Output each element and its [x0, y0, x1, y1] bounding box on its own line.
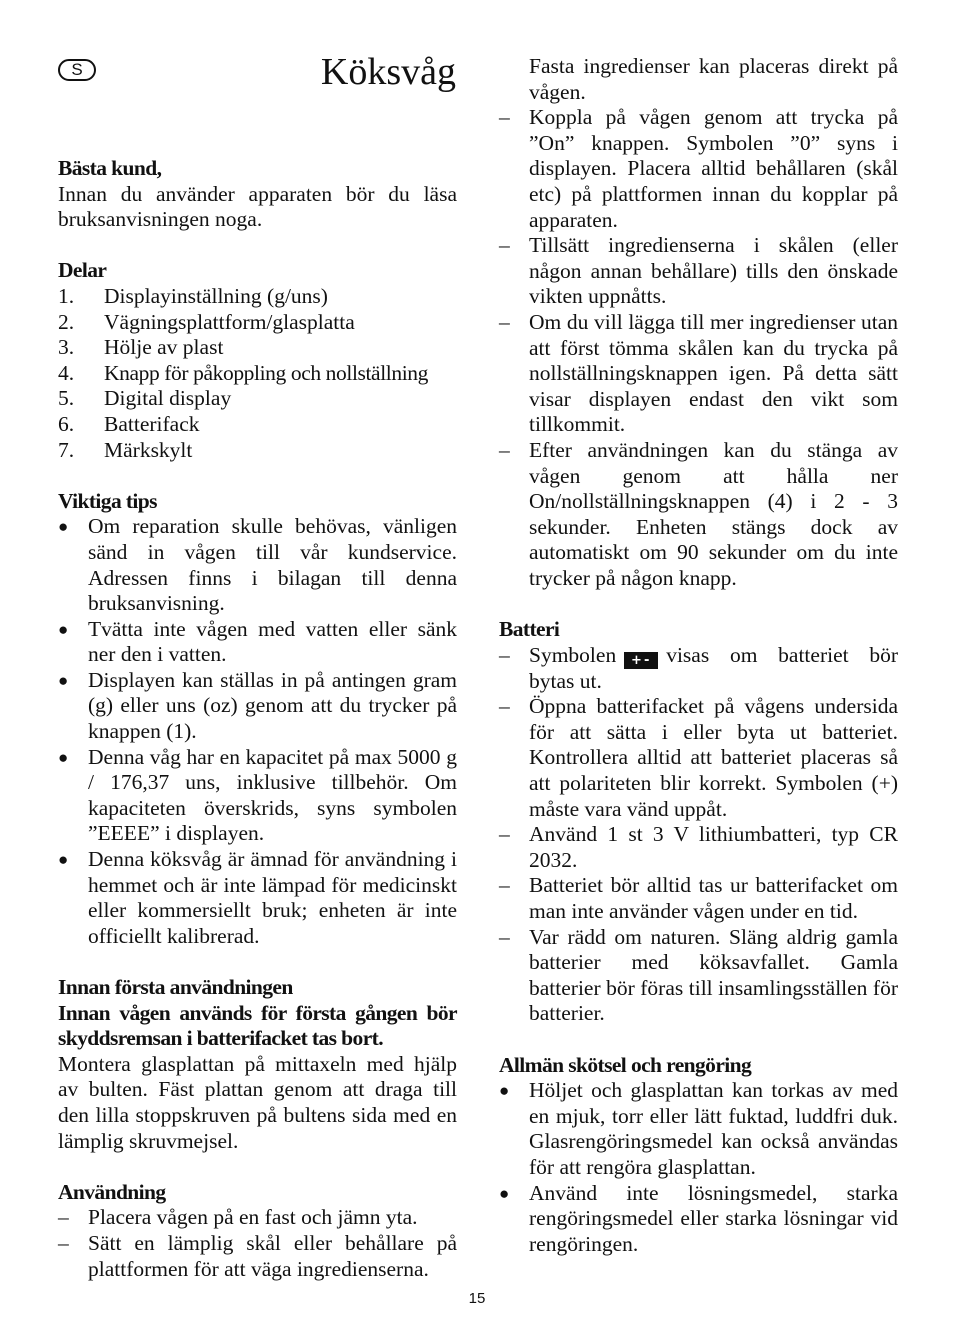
list-item: 2. Vägningsplattform/glasplatta	[58, 309, 355, 334]
usage-heading: Användning	[58, 1179, 166, 1204]
dash-marker: –	[499, 437, 510, 462]
list-item: Fasta ingredienser kan placeras direkt på vågen.	[529, 54, 898, 104]
bullet-icon: ●	[58, 670, 69, 690]
parts-heading: Delar	[58, 258, 107, 283]
list-item: ● Displayen kan ställas in på antingen gram (g) eller uns (oz) genom att du trycker på knappen (1).	[58, 667, 457, 744]
language-badge: S	[58, 59, 96, 81]
list-item: – Använd 1 st 3 V lithiumbatteri, typ CR 2032.	[499, 822, 898, 872]
list-item: – Tillsätt ingredienserna i skålen (eller någon annan behållare) tills den önskade vikten uppnåtts.	[499, 233, 898, 309]
left-column	[58, 156, 457, 1282]
list-item: – Öppna batterifacket på vågens undersida för att sätta i eller byta ut batteriet. Kontrollera alltid att batteriet placeras så att polariteten blir korrekt. Symbolen (+) måste vara vänd uppåt.	[499, 694, 898, 821]
tips-list	[58, 514, 457, 949]
list-item: – Efter användningen kan du stänga av vågen genom att hålla ner On/nollställningsknappen (4) i 2 - 3 sekunder. Enheten stängs dock av automatiskt om 90 sekunder om du inte trycker på någon knapp.	[499, 437, 898, 590]
dash-marker: –	[499, 822, 510, 847]
dash-marker: –	[58, 1205, 69, 1230]
list-item: – Om du vill lägga till mer ingredienser utan att först tömma skålen kan du trycka på nollställningsknappen igen. På detta sätt visar displayen endast den vikt som tillkommit.	[499, 309, 898, 437]
first-use-heading: Innan första användningen	[58, 975, 293, 999]
dash-marker: –	[499, 642, 510, 667]
dash-marker: –	[499, 105, 510, 130]
usage-list	[58, 1205, 457, 1282]
list-item: – Sätt en lämplig skål eller behållare på plattformen för att väga ingredienserna.	[58, 1230, 457, 1281]
bullet-icon: ●	[499, 1081, 510, 1101]
list-item: – Symbolen +- visas om batteriet bör bytas ut.	[499, 642, 898, 693]
dash-marker: –	[58, 1230, 69, 1255]
list-item: ● Denna våg har en kapacitet på max 5000 g / 176,37 uns, inklusive tillbehör. Om kapaciteten överskrids, syns symbolen ”EEEE” i displayen.	[58, 744, 457, 846]
greeting-heading: Bästa kund,	[58, 156, 162, 180]
care-heading: Allmän skötsel och rengöring	[499, 1052, 752, 1077]
list-item: 6. Batterifack	[58, 411, 200, 436]
care-list	[499, 1078, 898, 1257]
parts-list	[58, 284, 457, 463]
bullet-icon: ●	[58, 850, 69, 870]
list-item: ● Denna köksvåg är ämnad för användning i hemmet och är inte lämpad för medicinskt eller kommersiellt bruk; enheten är inte officiellt kalibrerad.	[58, 847, 457, 948]
bullet-icon: ●	[499, 1183, 510, 1203]
battery-heading: Batteri	[499, 617, 560, 642]
list-item: ● Om reparation skulle behövas, vänligen sänd in vågen till vår kundservice. Adressen finns i bilagan till denna bruksanvisning.	[58, 514, 457, 616]
list-item: 7. Märkskylt	[58, 437, 193, 462]
list-item: 3. Hölje av plast	[58, 335, 224, 360]
list-item: 1. Displayinställning (g/uns)	[58, 283, 328, 308]
list-item: – Placera vågen på en fast och jämn yta.	[58, 1205, 418, 1230]
dash-marker: –	[499, 873, 510, 898]
dash-marker: –	[499, 924, 510, 949]
bullet-icon: ●	[58, 747, 69, 767]
greeting-text: Innan du använder apparaten bör du läsa bruksanvisningen noga.	[58, 181, 457, 232]
page-number: 15	[468, 1290, 486, 1307]
usage-list-continued	[499, 54, 898, 591]
bullet-icon: ●	[58, 619, 69, 639]
battery-list	[499, 643, 898, 1027]
list-item: ● Tvätta inte vågen med vatten eller sänk ner den i vatten.	[58, 616, 457, 667]
tips-heading: Viktiga tips	[58, 488, 157, 513]
list-item: 5. Digital display	[58, 386, 232, 411]
list-item: 4. Knapp för påkoppling och nollställning	[58, 360, 428, 385]
page-title: Köksvåg	[320, 51, 456, 93]
list-item: – Var rädd om naturen. Släng aldrig gamla batterier med köksavfallet. Gamla batterier bör föras till insamlingsställen för batterier.	[499, 924, 898, 1026]
right-column	[499, 54, 898, 1257]
list-item: ● Använd inte lösningsmedel, starka rengöringsmedel eller starka lösningar vid rengöringen.	[499, 1180, 898, 1256]
list-item: – Batteriet bör alltid tas ur batterifacket om man inte använder vågen under en tid.	[499, 873, 898, 923]
bullet-icon: ●	[58, 517, 69, 537]
first-use-warning: Innan vågen används för första gången bör skyddsremsan i batterifacket tas bort.	[58, 1000, 457, 1051]
dash-marker: –	[499, 309, 510, 334]
battery-icon: +-	[624, 652, 658, 669]
first-use-text: Montera glasplattan på mittaxeln med hjälp av bulten. Fäst plattan genom att draga till den lilla stoppskruven på bultens sida med en lämplig skruvmejsel.	[58, 1051, 457, 1153]
list-item: – Koppla på vågen genom att trycka på ”On” knappen. Symbolen ”0” syns i displayen. Placera alltid behållaren (skål etc) på plattformen innan du kopplar på apparaten.	[499, 105, 898, 232]
dash-marker: –	[499, 694, 510, 719]
list-item: ● Höljet och glasplattan kan torkas av med en mjuk, torr eller lätt fuktad, luddfri duk. Glasrengöringsmedel kan också användas för att rengöra glasplattan.	[499, 1078, 898, 1179]
dash-marker: –	[499, 233, 510, 258]
